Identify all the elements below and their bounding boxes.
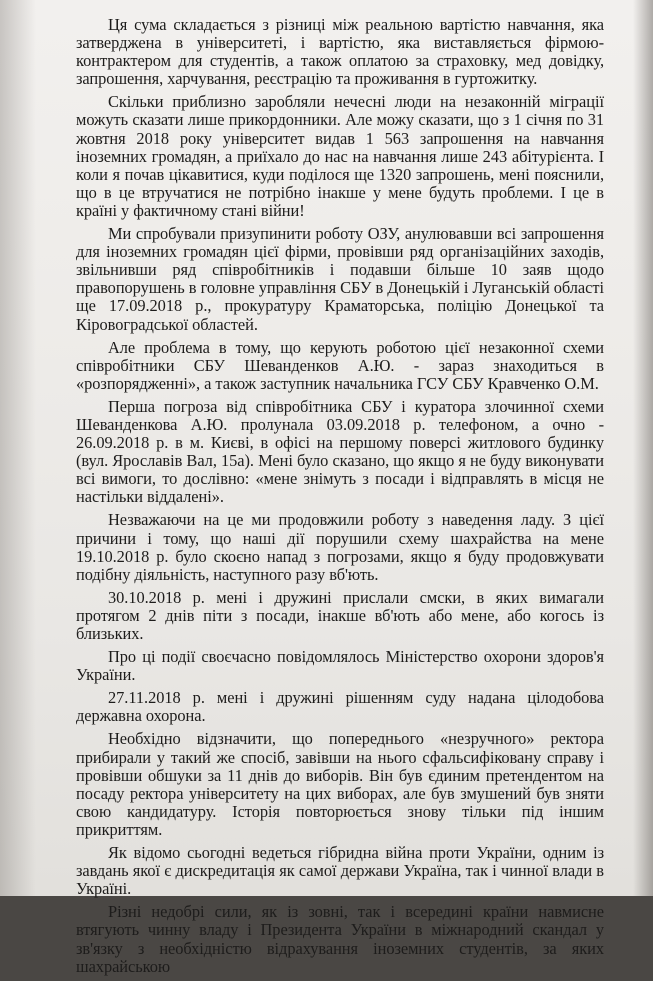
paragraph-international-scandal: Різні недобрі сили, як із зовні, так і всередині країни навмисне втягують чинну владу і Президента України в міжнародний скандал у зв'язку з необхідністю відрахування іноземних студентів, за яких шахрайською xyxy=(76,902,604,976)
page-shadow-right xyxy=(633,0,653,896)
document-body xyxy=(76,16,604,981)
paragraph-previous-rector: Необхідно відзначити, що попереднього «незручного» ректора прибирали у такий же спосіб, завівши на нього сфальсифіковану справу і провівши обшуки за 11 днів до виборів. Він був єдиним претендентом на посаду ректора університету на цих виборах, але був змушений був зняти свою кандидатуру. Історія повторюється знову тільки під іншим прикриттям. xyxy=(76,729,604,839)
paragraph-ministry-notified: Про ці події своєчасно повідомлялось Міністерство охорони здоров'я України. xyxy=(76,647,604,685)
paragraph-first-threat: Перша погроза від співробітника СБУ і куратора злочинної схеми Шеванденкова А.Ю. пролунала 03.09.2018 р. телефоном, а очно - 26.09.2018 р. в м. Києві, в офісі на першому поверсі житлового будинку (вул. Ярославів Вал, 15а). Мені було сказано, що якщо я не буду виконувати всі вимоги, то дослівно: «мене знімуть з посади і відправлять в місця не настільки віддалені». xyxy=(76,396,604,507)
paragraph-cost-difference: Ця сума складається з різниці між реальною вартістю навчання, яка затверджена в університеті, і вартістю, яка виставляється фірмою-контрактером для студентів, а також оплатою за страховку, мед довідку, запрошення, харчування, реєстрацію та проживання в гуртожитку. xyxy=(76,15,604,89)
paragraph-state-protection: 27.11.2018 р. мені і дружині рішенням суду надана цілодобова державна охорона. xyxy=(76,688,604,726)
paragraph-hybrid-war: Як відомо сьогодні ведеться гібридна війна проти України, одним із завдань якої є дискредитація як самої держави Україна, так і чинної влади в Україні. xyxy=(76,843,604,899)
paragraph-attack: Незважаючи на це ми продовжили роботу з наведення ладу. З цієї причини і тому, що наші дії порушили схему шахрайства на мене 19.10.2018 р. було скоєно напад з погрозами, якщо я буду продовжувати подібну діяльність, наступного разу вб'ють. xyxy=(76,510,604,584)
page-shadow-left xyxy=(0,0,36,896)
paragraph-illegal-migration: Скільки приблизно заробляли нечесні люди на незаконній міграції можуть сказати лише прикордонники. Але можу сказати, що з 1 січня по 31 жовтня 2018 року університет видав 1 563 запрошення на навчання іноземних громадян, а приїхало до нас на навчання лише 243 абітурієнта. І коли я почав цікавитися, куди поділося ще 1320 запрошень, мені пояснили, що в це втручатися не потрібно інакше у мене будуть проблеми. І це в країні у фактичному стані війни! xyxy=(76,92,604,220)
paragraph-scheme-managers: Але проблема в тому, що керують роботою цієї незаконної схеми співробітники СБУ Шеванденков А.Ю. - зараз знаходиться в «розпорядженні», а також заступник начальника ГСУ СБУ Кравченко О.М. xyxy=(76,337,604,393)
paragraph-sms-threats: 30.10.2018 р. мені і дружині прислали смски, в яких вимагали протягом 2 днів піти з посади, інакше вб'ють або мене, або когось із близьких. xyxy=(76,587,604,643)
paragraph-suspension-attempt: Ми спробували призупинити роботу ОЗУ, анулювавши всі запрошення для іноземних громадян цієї фірми, провівши ряд організаційних заходів, звільнивши ряд співробітників і подавши більше 10 заяв щодо правопорушень в головне управління СБУ в Донецькій і Луганській області ще 17.09.2018 р., прокуратуру Краматорська, поліцію Донецької та Кіровоградської областей. xyxy=(76,224,604,334)
